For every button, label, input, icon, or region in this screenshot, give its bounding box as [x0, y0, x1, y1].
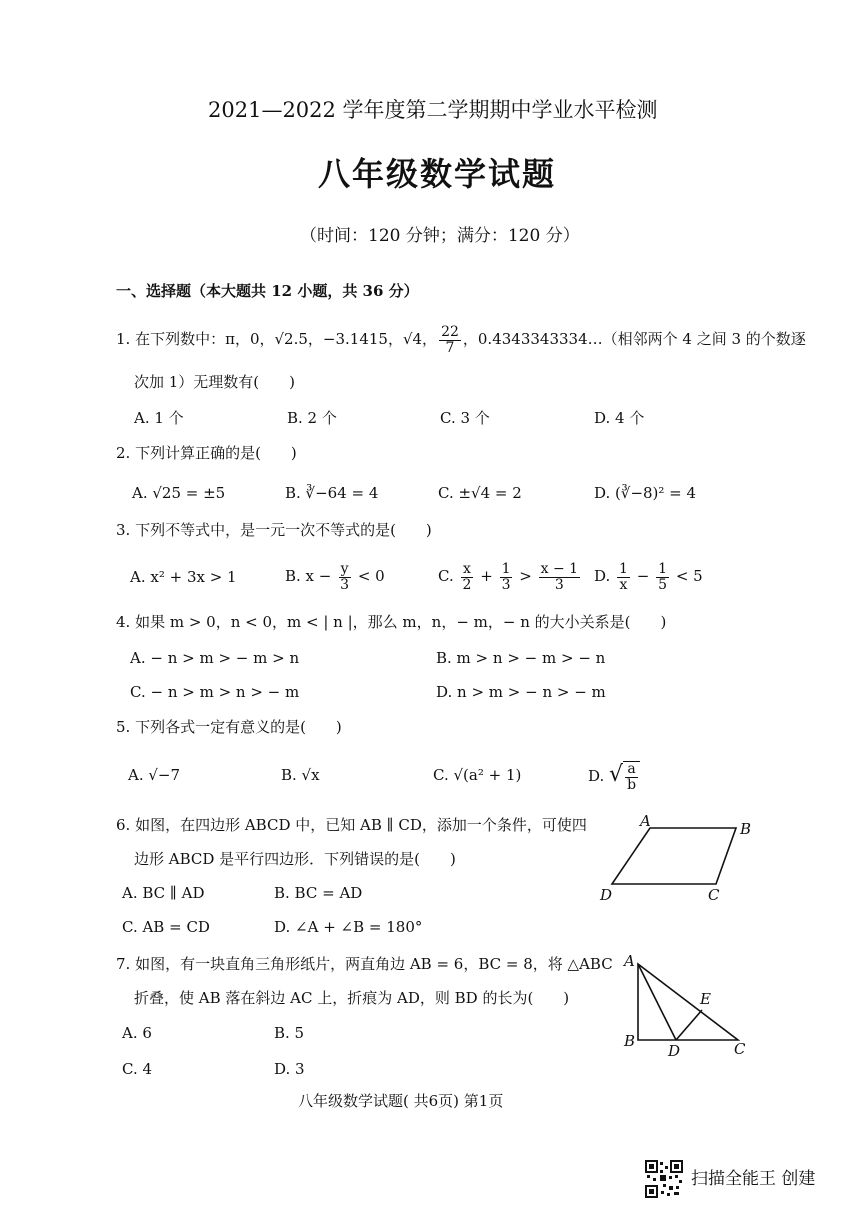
vertex-label-c: C — [734, 1040, 746, 1058]
fold-line-ad — [638, 964, 676, 1040]
q3-stem: 3. 下列不等式中，是一元一次不等式的是( ) — [116, 521, 432, 539]
q3-c-num3: x − 1 — [540, 560, 579, 577]
parallelogram-shape — [612, 828, 736, 884]
q1-option-b: B. 2 个 — [287, 409, 337, 427]
q1-stem-a: 1. 在下列数中：π，0，√2.5，−3.1415，√4， — [116, 330, 438, 348]
q3-c-den3: 3 — [554, 576, 564, 593]
q3-option-b — [285, 556, 385, 596]
q1-fraction — [439, 325, 461, 355]
q2-stem: 2. 下列计算正确的是( ) — [116, 444, 297, 462]
q6-stem-line1: 6. 如图，在四边形 ABCD 中，已知 AB ∥ CD，添加一个条件，可使四 — [116, 816, 587, 834]
q7-option-b: B. 5 — [274, 1024, 305, 1042]
q3-option-c — [438, 556, 582, 596]
q1-stem-line1 — [116, 322, 806, 356]
radical-sign: √ — [609, 762, 624, 787]
q6-stem-line2: 边形 ABCD 是平行四边形．下列错误的是( ) — [134, 850, 456, 868]
q3-b-den: 3 — [340, 576, 350, 593]
vertex-label-c: C — [708, 886, 720, 902]
q3-c-fraction3 — [539, 562, 580, 592]
q3-d-fraction1 — [617, 562, 630, 592]
q1-option-a: A. 1 个 — [134, 409, 184, 427]
q2-option-c: C. ±√4 = 2 — [438, 484, 522, 502]
q3-b-pre: B. x − — [285, 567, 332, 585]
q7-option-c: C. 4 — [122, 1060, 153, 1078]
q3-b-fraction — [338, 562, 351, 592]
q3-d-minus: − — [636, 567, 650, 585]
vertex-label-b: B — [624, 1032, 636, 1050]
q3-d-pre: D. — [594, 567, 611, 585]
q3-b-num: y — [340, 560, 349, 577]
qr-code-icon — [645, 1160, 683, 1198]
q1-stem-line2: 次加 1）无理数有( ) — [134, 373, 296, 391]
exam-term-title: 2021—2022 学年度第二学期期中学业水平检测 — [208, 98, 658, 122]
q3-b-post: < 0 — [357, 567, 385, 585]
q3-c-fraction2 — [500, 562, 513, 592]
q4-option-d: D. n > m > − n > − m — [436, 683, 606, 701]
q1-fraction-numerator: 22 — [441, 323, 459, 340]
vertex-label-a: A — [624, 952, 635, 970]
q5-d-fraction — [623, 761, 640, 792]
exam-meta: （时间：120 分钟；满分：120 分） — [300, 226, 580, 246]
q6-option-a: A. BC ∥ AD — [122, 884, 205, 902]
q3-c-num1: x — [463, 560, 471, 577]
q2-option-d: D. (∛−8)² = 4 — [594, 484, 697, 502]
q3-d-den1: x — [619, 576, 628, 593]
q7-option-d: D. 3 — [274, 1060, 305, 1078]
q3-c-fraction1 — [461, 562, 474, 592]
q7-stem-line2: 折叠，使 AB 落在斜边 AC 上，折痕为 AD，则 BD 的长为( ) — [134, 989, 570, 1007]
q5-d-den: b — [627, 777, 637, 793]
right-triangle-abc — [638, 964, 738, 1040]
vertex-label-a: A — [640, 812, 651, 830]
q1-option-c: C. 3 个 — [440, 409, 490, 427]
vertex-label-e: E — [700, 990, 711, 1008]
q5-option-a: A. √−7 — [128, 766, 181, 784]
q3-option-a: A. x² + 3x > 1 — [130, 568, 237, 586]
q2-option-a: A. √25 = ±5 — [132, 484, 226, 502]
q1-fraction-denominator: 7 — [445, 339, 455, 356]
section-title: 一、选择题（本大题共 12 小题，共 36 分） — [116, 282, 419, 300]
q6-option-c: C. AB = CD — [122, 918, 210, 936]
q5-option-d — [588, 752, 642, 799]
page-footer: 八年级数学试题( 共6页) 第1页 — [298, 1092, 504, 1110]
q4-option-c: C. − n > m > n > − m — [130, 683, 300, 701]
q3-d-post: < 5 — [675, 567, 703, 585]
q7-option-a: A. 6 — [122, 1024, 152, 1042]
vertex-label-d: D — [600, 886, 613, 902]
q1-option-d: D. 4 个 — [594, 409, 645, 427]
q3-c-den2: 3 — [501, 576, 511, 593]
q6-option-d: D. ∠A + ∠B = 180° — [274, 918, 423, 936]
q3-c-gt: > — [519, 567, 532, 585]
q5-option-b: B. √x — [281, 766, 320, 784]
exam-subject-title: 八年级数学试题 — [318, 155, 557, 193]
vertex-label-d: D — [668, 1042, 681, 1060]
q7-triangle-figure — [620, 950, 770, 1062]
q5-d-num: a — [627, 761, 636, 778]
q6-option-b: B. BC = AD — [274, 884, 363, 902]
q4-stem: 4. 如果 m > 0，n < 0，m < | n |，那么 m，n，− m，− n 的大小关系是( ) — [116, 613, 667, 631]
q4-option-b: B. m > n > − m > − n — [436, 649, 606, 667]
vertex-label-b: B — [740, 820, 752, 838]
q3-c-plus: + — [480, 567, 493, 585]
q3-d-den2: 5 — [658, 576, 668, 593]
q3-d-num1: 1 — [619, 560, 628, 577]
q3-c-num2: 1 — [501, 560, 511, 577]
q5-option-c: C. √(a² + 1) — [433, 766, 522, 784]
q6-parallelogram-figure — [598, 812, 798, 902]
q3-c-pre: C. — [438, 567, 454, 585]
q4-option-a: A. − n > m > − m > n — [130, 649, 300, 667]
q7-stem-line1: 7. 如图，有一块直角三角形纸片，两直角边 AB = 6，BC = 8，将 △ABC — [116, 955, 613, 973]
q3-c-den1: 2 — [462, 576, 472, 593]
q3-option-d — [594, 556, 703, 596]
q3-d-fraction2 — [656, 562, 669, 592]
q5-d-pre: D. — [588, 767, 605, 785]
q5-stem: 5. 下列各式一定有意义的是( ) — [116, 718, 342, 736]
q3-d-num2: 1 — [658, 560, 668, 577]
q1-stem-b: ，0.4343343334…（相邻两个 4 之间 3 的个数逐 — [462, 330, 806, 348]
q2-option-b: B. ∛−64 = 4 — [285, 484, 379, 502]
scanner-brand-credit: 扫描全能王 创建 — [691, 1169, 816, 1189]
segment-de — [676, 1010, 702, 1040]
